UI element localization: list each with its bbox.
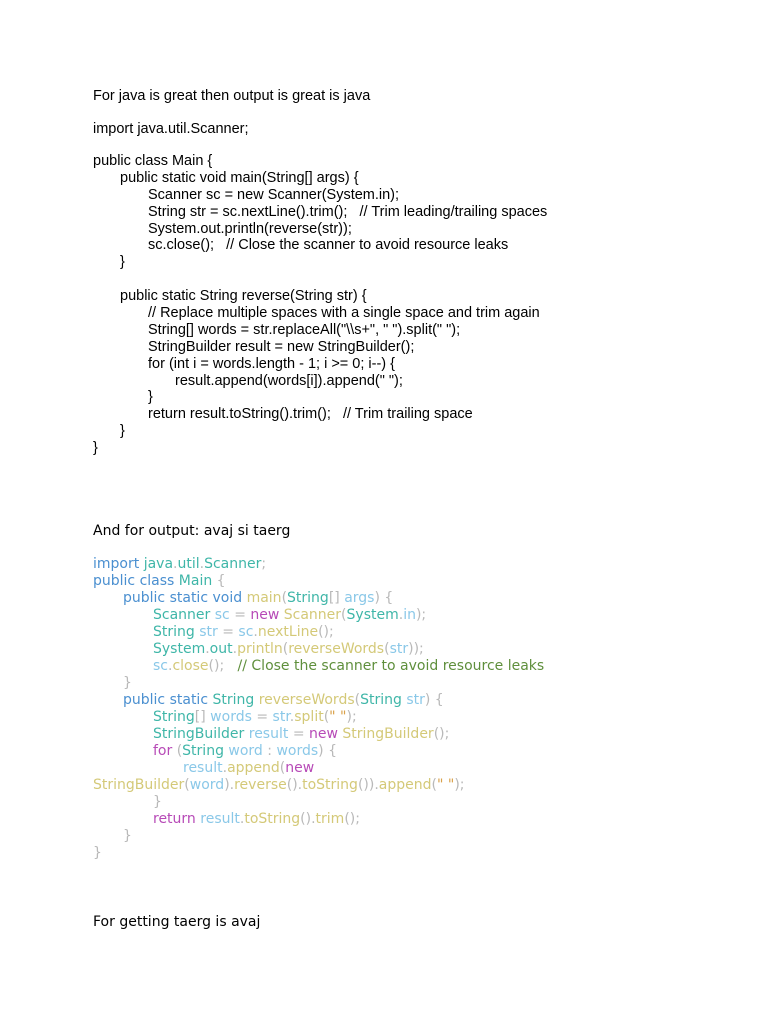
code-line: } [148, 389, 153, 406]
code-string: " " [329, 709, 347, 725]
code-token: toString [302, 777, 358, 793]
code-line: StringBuilder result = new StringBuilder(); [148, 338, 415, 355]
code-token: Scanner [153, 607, 211, 623]
code-token: result [248, 726, 289, 742]
code-token: String [153, 709, 195, 725]
code-line: return result.toString().trim(); [153, 811, 360, 827]
highlighted-code-block [93, 556, 544, 862]
code-comment: // Close the scanner to avoid resource leaks [237, 658, 545, 674]
code-token: StringBuilder [93, 777, 185, 793]
heading-output-avaj-si-taerg: And for output: avaj si taerg [93, 523, 291, 539]
code-line: String[] words = str.replaceAll("\\s+", " ").split(" "); [148, 321, 461, 338]
code-line: public static String reverse(String str) { [120, 288, 367, 305]
code-token: word [189, 777, 225, 793]
code-token: println [237, 641, 283, 657]
code-line: Scanner sc = new Scanner(System.in); [153, 607, 427, 623]
code-token: sc [153, 658, 168, 674]
code-line-blank [93, 271, 547, 288]
code-token: import [93, 556, 140, 572]
code-token: str [406, 692, 425, 708]
plain-code-block [93, 153, 547, 457]
code-token: System [346, 607, 399, 623]
code-token: args [344, 590, 375, 606]
code-token: return [153, 811, 196, 827]
heading-getting-taerg-is-avaj: For getting taerg is avaj [93, 914, 261, 930]
code-token: public [93, 573, 136, 589]
code-line: public class Main { [93, 573, 226, 589]
code-token: class [139, 573, 175, 589]
code-token: String [212, 692, 255, 708]
code-token: sc [238, 624, 254, 640]
code-line: } [123, 828, 132, 844]
code-token: reverseWords [258, 692, 355, 708]
code-token: close [172, 658, 209, 674]
code-line: sc.close(); // Close the scanner to avoid resource leaks [153, 658, 545, 674]
code-token: main [246, 590, 282, 606]
import-line: import java.util.Scanner; [93, 121, 249, 137]
code-token: result [183, 760, 223, 776]
code-line: return result.toString().trim(); // Trim trailing space [148, 406, 473, 423]
code-token: append [378, 777, 432, 793]
code-line: public static String reverseWords(String str) { [123, 692, 444, 708]
code-line: public static void main(String[] args) { [120, 169, 359, 186]
code-line: String str = sc.nextLine().trim(); // Trim leading/trailing spaces [148, 203, 548, 220]
code-token: str [199, 624, 218, 640]
code-line: String str = sc.nextLine(); [153, 624, 334, 640]
code-token: for [153, 743, 173, 759]
code-line: System.out.println(reverse(str)); [148, 220, 352, 237]
code-token: Scanner [204, 556, 262, 572]
code-token: sc [214, 607, 230, 623]
code-line: // Replace multiple spaces with a single space and trim again [148, 305, 540, 322]
code-line: System.out.println(reverseWords(str)); [153, 641, 424, 657]
code-token: trim [315, 811, 345, 827]
code-token: str [389, 641, 409, 657]
code-token: String [360, 692, 402, 708]
code-token: split [294, 709, 324, 725]
code-line: Scanner sc = new Scanner(System.in); [148, 186, 400, 203]
code-line: public static void main(String[] args) { [123, 590, 394, 606]
code-token: public [123, 692, 166, 708]
code-token: result [200, 811, 240, 827]
code-line: for (String word : words) { [153, 743, 337, 759]
code-token: String [287, 590, 329, 606]
code-line: StringBuilder result = new StringBuilder(); [153, 726, 450, 742]
code-token: static [169, 590, 209, 606]
code-token: reverseWords [288, 641, 385, 657]
code-line: sc.close(); // Close the scanner to avoid resource leaks [148, 237, 509, 254]
code-line: } [120, 423, 125, 440]
code-token: StringBuilder [153, 726, 245, 742]
code-token: System [153, 641, 206, 657]
code-line: result.append(words[i]).append(" "); [175, 372, 403, 389]
code-token: static [169, 692, 209, 708]
code-line: import java.util.Scanner; [93, 556, 267, 572]
code-line: } [153, 794, 162, 810]
code-token: in [403, 607, 416, 623]
code-token: void [212, 590, 243, 606]
code-line: } [120, 254, 125, 271]
code-line: } [93, 440, 98, 457]
code-token: String [153, 624, 195, 640]
code-token: new [285, 760, 315, 776]
code-line: for (int i = words.length - 1; i >= 0; i--) { [148, 355, 396, 372]
code-token: str [272, 709, 290, 725]
code-token: nextLine [257, 624, 319, 640]
code-token: reverse [234, 777, 287, 793]
code-token: StringBuilder [342, 726, 434, 742]
code-token: util [177, 556, 200, 572]
code-line: public class Main { [93, 153, 213, 169]
code-token: new [309, 726, 338, 742]
code-token: String [182, 743, 224, 759]
code-token: words [210, 709, 252, 725]
code-line: } [93, 845, 102, 861]
code-line: } [123, 675, 132, 691]
code-line-wrapped: StringBuilder(word).reverse().toString()).append(" "); [93, 777, 465, 793]
code-token: out [209, 641, 233, 657]
code-token: word [228, 743, 263, 759]
code-token: java [143, 556, 174, 572]
code-token: append [227, 760, 280, 776]
code-string: " " [437, 777, 455, 793]
code-token: toString [244, 811, 301, 827]
code-token: words [276, 743, 319, 759]
code-token: new [250, 607, 280, 623]
code-token: Scanner [283, 607, 342, 623]
code-line: String[] words = str.split(" "); [153, 709, 357, 725]
code-token: Main [178, 573, 213, 589]
heading-java-is-great: For java is great then output is great is java [93, 88, 371, 104]
code-line: result.append(new [183, 760, 315, 776]
code-token: public [123, 590, 166, 606]
